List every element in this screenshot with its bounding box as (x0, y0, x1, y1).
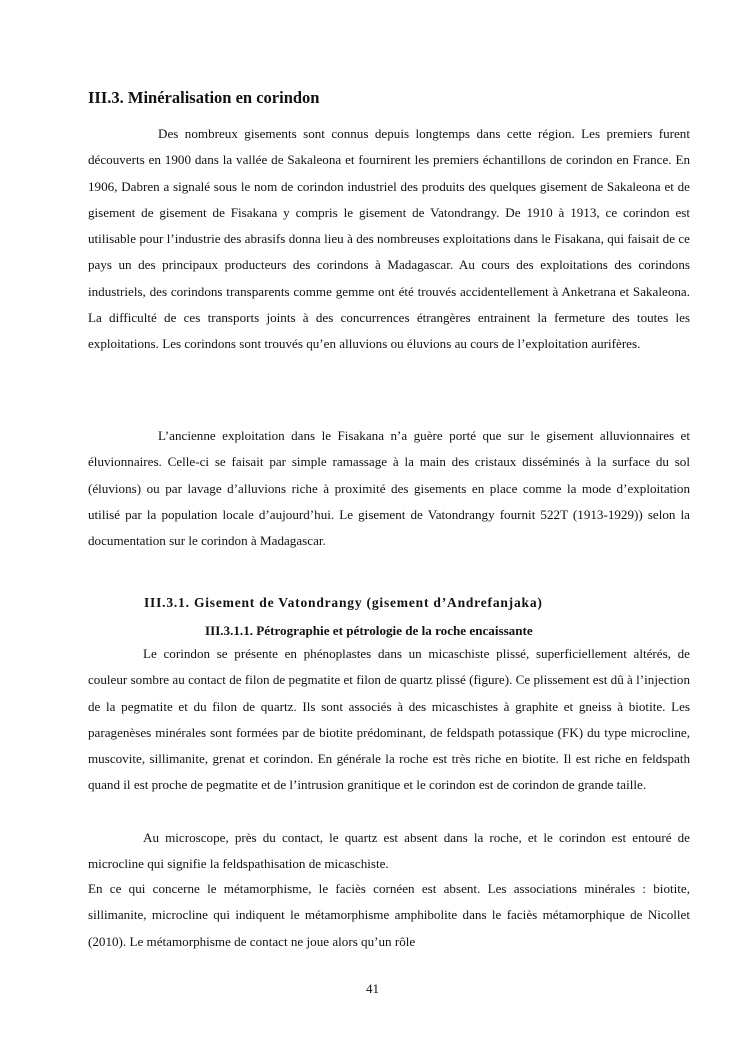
subsection-heading: III.3.1. Gisement de Vatondrangy (gisement d’Andrefanjaka) (144, 595, 543, 610)
section-heading: III.3. Minéralisation en corindon (88, 88, 320, 107)
subsubsection-heading: III.3.1.1. Pétrographie et pétrologie de la roche encaissante (205, 623, 533, 638)
paragraph-old-exploitation: L’ancienne exploitation dans le Fisakana n’a guère porté que sur le gisement alluvionnaires et éluvionnaires. Celle-ci se faisait par simple ramassage à la main des cristaux disséminés à la surface du sol (éluvions) ou par lavage d’alluvions riche à proximité des gisements en place comme la mode d’exploitation utilisé par la population locale d’aujourd’hui. Le gisement de Vatondrangy fournit 522T (1913-1929)) selon la documentation sur le corindon à Madagascar. (88, 428, 690, 549)
paragraph-petrography: Le corindon se présente en phénoplastes dans un micaschiste plissé, superficiellement altérés, de couleur sombre au contact de filon de pegmatite et filon de quartz plissé (figure). Ce plissement est dû à l’injection de la pegmatite et du filon de quartz. Ils sont associés à des micaschistes à graphite et gneiss à biotite. Les paragenèses minérales sont formées par de biotite prédominant, de feldspath potassique (FK) du type microcline, muscovite, sillimanite, grenat et corindon. En générale la roche est très riche en biotite. Il est riche en feldspath quand il est proche de pegmatite et de l’intrusion granitique et le corindon est de corindon de grande taille. (88, 646, 690, 793)
page-number: 41 (365, 981, 380, 996)
paragraph-metamorphism: En ce qui concerne le métamorphisme, le faciès cornéen est absent. Les associations minérales : biotite, sillimanite, microcline qui indiquent le métamorphisme amphibolite dans le faciès métamorphique de Nicollet (2010). Le métamorphisme de contact ne joue alors qu’un rôle (88, 881, 690, 949)
paragraph-history: Des nombreux gisements sont connus depuis longtemps dans cette région. Les premiers furent découverts en 1900 dans la vallée de Sakaleona et fournirent les premiers échantillons de corindon en France. En 1906, Dabren a signalé sous le nom de corindon industriel des produits des quelques gisement de Sakaleona et de gisement de gisement de Fisakana y compris le gisement de Vatondrangy. De 1910 à 1913, ce corindon est utilisable pour l’industrie des abrasifs donna lieu à des nombreuses exploitations dans le Fisakana, qui faisait de ce pays un des principaux producteurs des corindons à Madagascar. Au cours des exploitations des corindons industriels, des corindons transparents comme gemme ont été trouvés accidentellement à Anketrana et Sakaleona. La difficulté de ces transports joints à des concurrences étrangères entrainent la fermeture des toutes les exploitations. Les corindons sont trouvés qu’en alluvions ou éluvions au cours de l’exploitation aurifères. (88, 126, 690, 352)
paragraph-microscope: Au microscope, près du contact, le quartz est absent dans la roche, et le corindon est entouré de microcline qui signifie la feldspathisation de micaschiste. (88, 830, 690, 872)
